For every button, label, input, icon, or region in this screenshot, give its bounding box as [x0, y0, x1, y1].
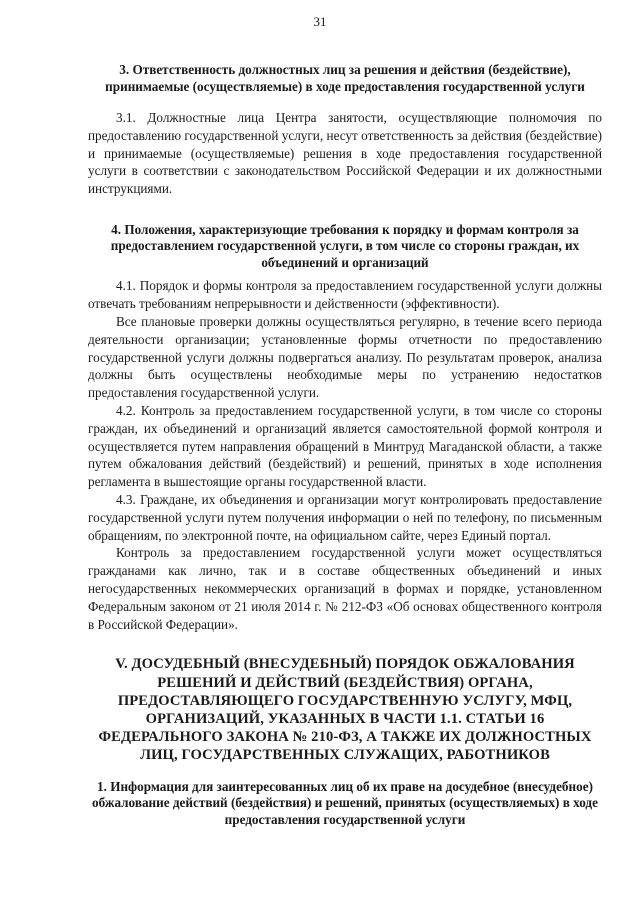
section-5-1-heading: 1. Информация для заинтересованных лиц об их праве на досудебное (внесудебное) обжалование действий (бездействия) и решений, принятых (осуществляемых) в ходе предоставления государственной услуги — [92, 778, 598, 827]
paragraph-4-1-continued: Все плановые проверки должны осуществляться регулярно, в течение всего периода деятельности организации; установленные формы отчетности по предоставлению государственной услуги должны подвергаться анализу. По результатам проверок, анализа должны быть осуществлены необходимые меры по устранению недостатков предоставления государственной услуги. — [88, 314, 602, 401]
section-3-heading: 3. Ответственность должностных лиц за решения и действия (бездействие), принимаемые (осуществляемые) в ходе предоставления государственной услуги — [105, 62, 585, 94]
chapter-5-title: V. ДОСУДЕБНЫЙ (ВНЕСУДЕБНЫЙ) ПОРЯДОК ОБЖАЛОВАНИЯ РЕШЕНИЙ И ДЕЙСТВИЙ (БЕЗДЕЙСТВИЯ) ОРГАНА, ПРЕДОСТАВЛЯЮЩЕГО ГОСУДАРСТВЕННУЮ УСЛУГУ, МФЦ, ОРГАНИЗАЦИЙ, УКАЗАННЫХ В ЧАСТИ 1.1. СТАТЬИ 16 ФЕДЕРАЛЬНОГО ЗАКОНА № 210-ФЗ, А ТАКЖЕ ИХ ДОЛЖНОСТНЫХ ЛИЦ, ГОСУДАРСТВЕННЫХ СЛУЖАЩИХ, РАБОТНИКОВ — [98, 656, 592, 764]
paragraph-4-1: 4.1. Порядок и формы контроля за предоставлением государственной услуги должны отвечать требованиям непрерывности и действенности (эффективности). — [88, 278, 602, 312]
page-content — [88, 62, 602, 828]
paragraph-4-3: 4.3. Граждане, их объединения и организации могут контролировать предоставление государственной услуги путем получения информации о ней по телефону, по письменным обращениям, по электронной почте, на официальном сайте, через Единый портал. — [88, 492, 602, 543]
paragraph-4-2: 4.2. Контроль за предоставлением государственной услуги, в том числе со стороны граждан, их объединений и организаций является самостоятельной формой контроля и осуществляется путем направления обращений в Минтруд Магаданской области, а также путем обжалования действий (бездействий) и решений, принятых в ходе исполнения регламента в вышестоящие органы государственной власти. — [88, 403, 602, 490]
page-number: 31 — [313, 14, 327, 29]
paragraph-3-1: 3.1. Должностные лица Центра занятости, осуществляющие полномочия по предоставлению государственной услуги, несут ответственность за действия (бездействие) и принимаемые (осуществляемые) решения в ходе предоставления государственной услуги в соответствии с законодательством Российской Федерации и их должностными инструкциями. — [88, 110, 602, 197]
section-4-heading: 4. Положения, характеризующие требования к порядку и формам контроля за предоставлением государственной услуги, в том числе со стороны граждан, их объединений и организаций — [110, 221, 580, 270]
paragraph-4-3-continued: Контроль за предоставлением государственной услуги может осуществляться гражданами как лично, так и в составе общественных объединений и иных негосударственных некоммерческих организаций в формах и порядке, установленном Федеральным законом от 21 июля 2014 г. № 212-ФЗ «Об основах общественного контроля в Российской Федерации». — [88, 545, 602, 632]
